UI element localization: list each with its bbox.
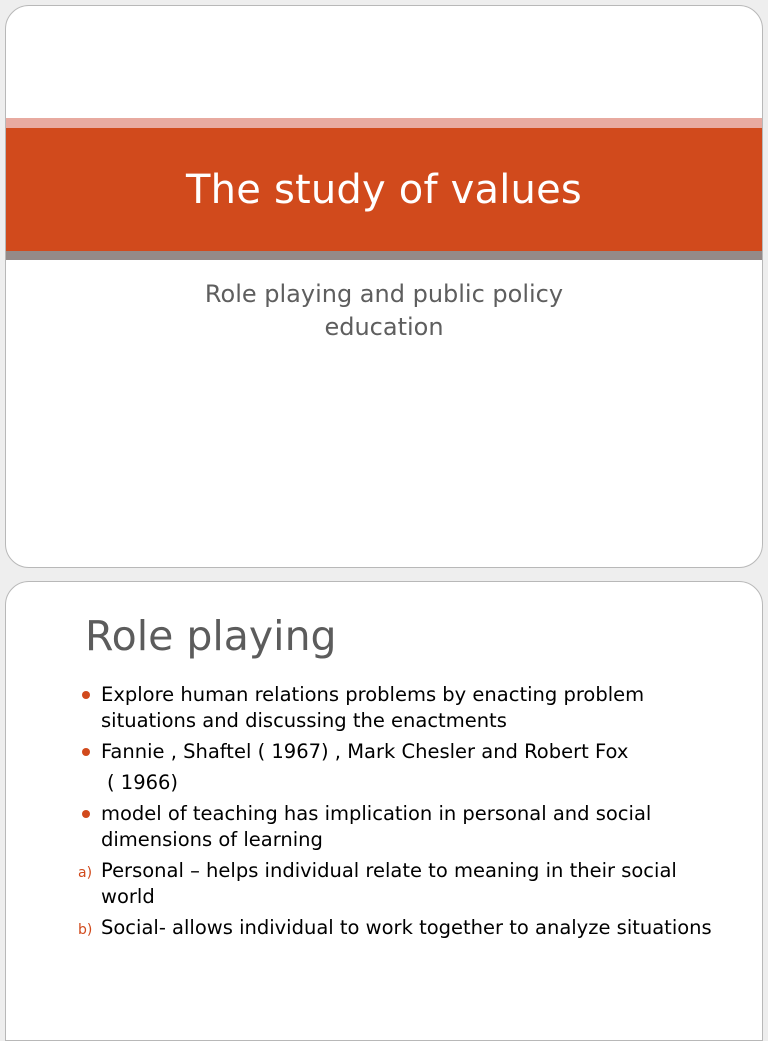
title-band-bottom-stripe (6, 251, 762, 260)
bullet-dot-icon (82, 748, 90, 756)
list-item-text: Social- allows individual to work together to analyze situations (101, 916, 712, 939)
slide-heading: Role playing (85, 612, 337, 660)
bullet-dot-icon (82, 810, 90, 818)
list-item (6, 682, 762, 734)
bullet-list (6, 682, 762, 946)
slide-title: The study of values (186, 166, 582, 213)
title-band-top-stripe (6, 118, 762, 128)
title-band (6, 128, 762, 251)
list-marker: a) (78, 865, 93, 881)
slide-1 (5, 5, 763, 568)
list-item-text: model of teaching has implication in personal and social dimensions of learning (101, 802, 652, 851)
slide-2 (5, 581, 763, 1041)
subtitle-line-1: Role playing and public policy (204, 280, 564, 308)
slide-subtitle (6, 278, 762, 344)
list-item-text: ( 1966) (107, 771, 179, 794)
list-item-continuation (6, 770, 762, 796)
list-item (6, 915, 762, 941)
list-marker: b) (78, 922, 93, 938)
bullet-dot-icon (82, 691, 90, 699)
list-item (6, 858, 762, 910)
list-item (6, 739, 762, 765)
list-item (6, 801, 762, 853)
list-item-text: Fannie , Shaftel ( 1967) , Mark Chesler and Robert Fox (101, 740, 629, 763)
list-item-text: Personal – helps individual relate to meaning in their social world (101, 859, 677, 908)
list-item-text: Explore human relations problems by enacting problem situations and discussing the enactments (101, 683, 645, 732)
subtitle-line-2: education (324, 313, 444, 341)
